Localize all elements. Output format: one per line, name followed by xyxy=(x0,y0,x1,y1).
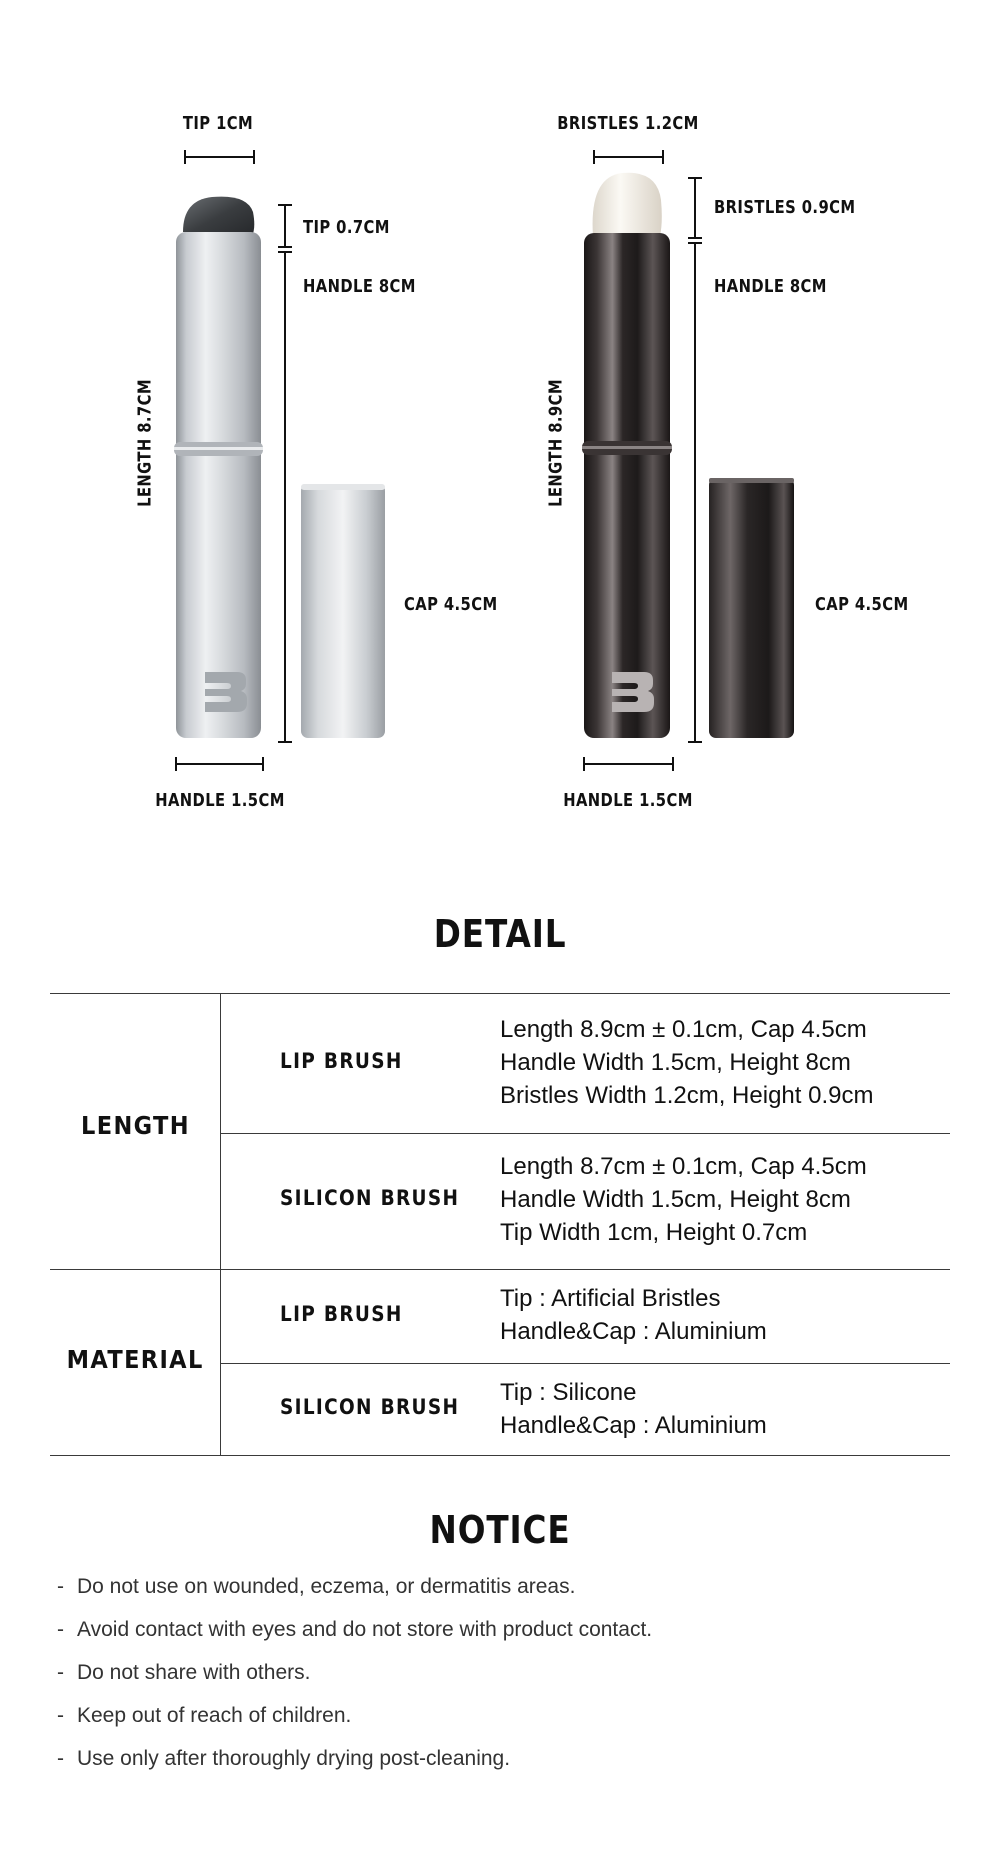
lip-length-label: LENGTH 8.9CM xyxy=(545,379,567,507)
notice-list xyxy=(57,1575,652,1790)
spec-item-lip-brush-length: LIP BRUSH xyxy=(280,1049,403,1073)
product-dimension-figure xyxy=(0,0,1000,860)
lip-brush-handle xyxy=(584,233,670,738)
silicon-handle-width-label: HANDLE 1.5CM xyxy=(155,790,285,811)
lip-brush-cap xyxy=(709,478,794,738)
silicon-length-label: LENGTH 8.7CM xyxy=(134,379,156,507)
lip-handle-width-label: HANDLE 1.5CM xyxy=(563,790,693,811)
lip-brush-illustration xyxy=(582,173,794,738)
spec-desc-lip-brush-length: Length 8.9cm ± 0.1cm, Cap 4.5cm Handle Width 1.5cm, Height 8cm Bristles Width 1.2cm, Height 0.9cm xyxy=(500,1016,874,1109)
spec-desc-silicon-brush-material: Tip : Silicone Handle&Cap : Aluminium xyxy=(500,1379,767,1439)
lip-bristles-width-label: BRISTLES 1.2CM xyxy=(557,113,699,134)
notice-item: - Keep out of reach of children. xyxy=(57,1704,352,1727)
spec-group-material: MATERIAL xyxy=(66,1345,204,1374)
spec-desc-silicon-brush-length: Length 8.7cm ± 0.1cm, Cap 4.5cm Handle Width 1.5cm, Height 8cm Tip Width 1cm, Height 0.7cm xyxy=(500,1153,867,1246)
spec-group-length: LENGTH xyxy=(80,1111,190,1140)
spec-item-silicon-brush-material: SILICON BRUSH xyxy=(280,1395,460,1419)
detail-title: DETAIL xyxy=(433,912,567,956)
lip-cap-label: CAP 4.5CM xyxy=(815,594,909,615)
silicon-brush-handle xyxy=(176,232,261,738)
notice-item: - Do not use on wounded, eczema, or dermatitis areas. xyxy=(57,1575,576,1598)
spec-item-silicon-brush-length: SILICON BRUSH xyxy=(280,1186,460,1210)
silicon-cap-label: CAP 4.5CM xyxy=(404,594,498,615)
silicon-tip-height-label: TIP 0.7CM xyxy=(303,217,390,238)
notice-item: - Use only after thoroughly drying post-cleaning. xyxy=(57,1747,511,1770)
lip-bristles-height-label: BRISTLES 0.9CM xyxy=(714,197,856,218)
notice-item: - Do not share with others. xyxy=(57,1661,311,1684)
spec-table xyxy=(50,993,950,1456)
silicon-handle-height-label: HANDLE 8CM xyxy=(303,276,416,297)
b-monogram-logo-icon xyxy=(612,672,654,712)
notice-item: - Avoid contact with eyes and do not store with product contact. xyxy=(57,1618,653,1641)
silicone-tip xyxy=(183,197,254,236)
lip-brush-bristles xyxy=(593,173,662,236)
silicon-tip-width-label: TIP 1CM xyxy=(182,113,254,134)
silicon-brush-cap xyxy=(301,484,385,738)
lip-handle-height-label: HANDLE 8CM xyxy=(714,276,827,297)
spec-desc-lip-brush-material: Tip : Artificial Bristles Handle&Cap : Aluminium xyxy=(500,1285,767,1345)
notice-title: NOTICE xyxy=(429,1508,571,1552)
spec-item-lip-brush-material: LIP BRUSH xyxy=(280,1302,403,1326)
b-monogram-logo-icon xyxy=(205,672,247,712)
